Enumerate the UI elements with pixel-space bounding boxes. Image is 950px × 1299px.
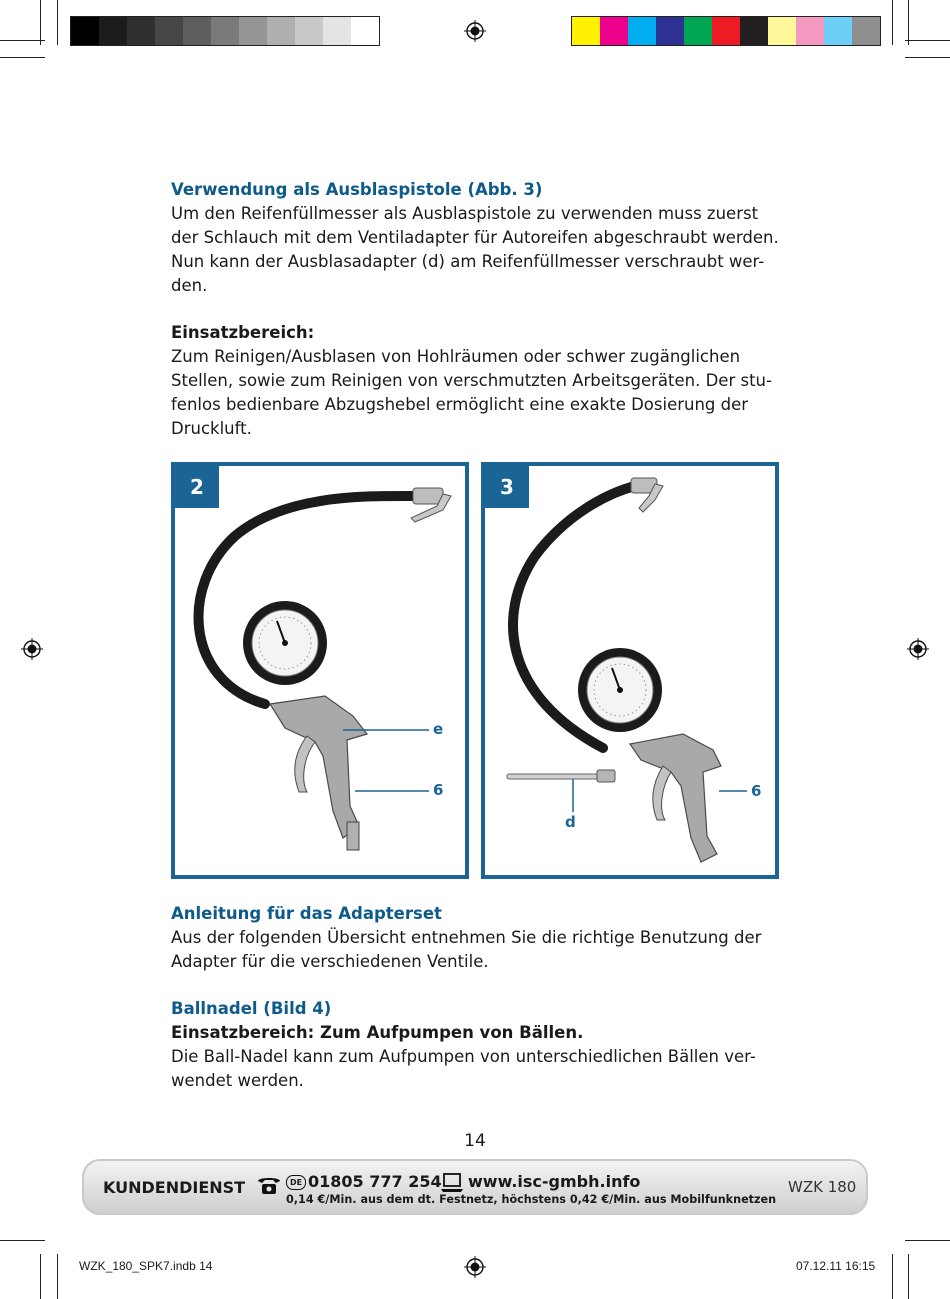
callout-e: e [433,720,444,738]
tire-inflator-illustration [175,466,465,875]
blow-gun-illustration [485,466,775,875]
figure-number: 2 [175,466,219,508]
section-title: Anleitung für das Adapterset [171,904,442,923]
section-adapter-set [171,902,791,974]
color-bar-frame [70,16,380,46]
phone-icon [256,1175,282,1195]
footer-label: KUNDENDIENST [103,1178,246,1197]
callout-6: 6 [751,782,762,800]
slug-file: WZK_180_SPK7.indb 14 [79,1259,213,1273]
figure-number: 3 [485,466,529,508]
section-blow-gun [171,178,791,298]
section-title: Ballnadel (Bild 4) [171,999,332,1018]
callout-d: d [565,813,576,831]
registration-mark-icon [907,638,929,660]
figure-3 [481,462,779,879]
section-body: Zum Reinigen/Ausblasen von Hohlräumen oder schwer zugänglichen Stellen, sowie zum Reinigen von verschmutzten Arbeitsgeräten. Der stu- fenlos bedienbare Abzugshebel ermöglicht eine exakte Dosierung der Druckluft. [171,347,772,438]
page-number: 14 [464,1131,486,1151]
section-title: Einsatzbereich: [171,323,315,342]
computer-icon [441,1173,463,1193]
figure-2 [171,462,469,879]
section-subtitle: Einsatzbereich: Zum Aufpumpen von Bällen. [171,1023,584,1042]
rates-note: 0,14 €/Min. aus dem dt. Festnetz, höchstens 0,42 €/Min. aus Mobilfunknetzen [286,1193,777,1206]
phone-number: 01805 777 254 [308,1172,442,1191]
registration-mark-icon [464,20,486,42]
registration-mark-icon [21,638,43,660]
callout-6: 6 [433,781,444,799]
section-body: Um den Reifenfüllmesser als Ausblaspistole zu verwenden muss zuerst der Schlauch mit dem Ventiladapter für Autoreifen abgeschraubt werden. Nun kann der Ausblasadapter (d) am Reifenfüllmesser verschraubt wer- den. [171,204,779,295]
section-body: Die Ball-Nadel kann zum Aufpumpen von unterschiedlichen Bällen ver- wendet werden. [171,1047,756,1090]
model-number: WZK 180 [788,1178,857,1196]
registration-mark-icon [464,1256,486,1278]
slug-date: 07.12.11 16:15 [796,1259,876,1273]
section-ball-needle [171,997,791,1093]
color-bar-frame [571,16,881,46]
country-badge: DE [286,1175,306,1190]
section-application-area [171,321,791,441]
section-body: Aus der folgenden Übersicht entnehmen Sie die richtige Benutzung der Adapter für die verschiedenen Ventile. [171,928,762,971]
section-title: Verwendung als Ausblaspistole (Abb. 3) [171,180,543,199]
website-link[interactable]: www.isc-gmbh.info [468,1172,641,1191]
